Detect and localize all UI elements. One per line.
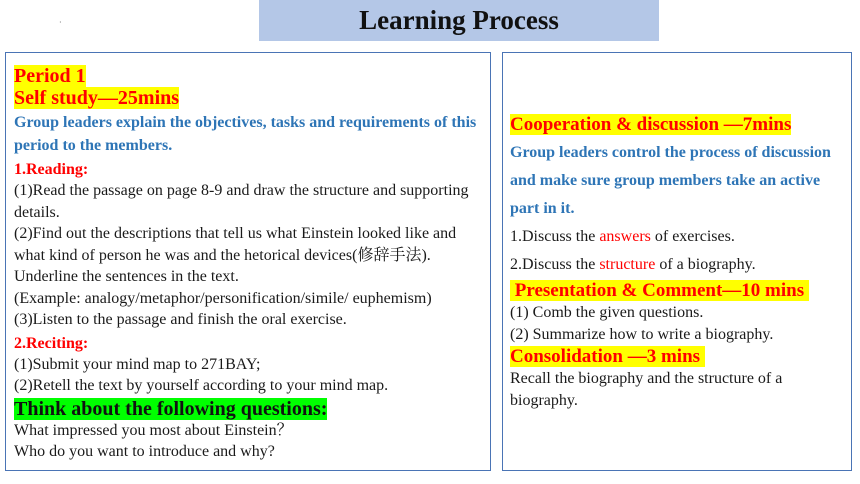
reciting-item: (1)Submit your mind map to 271BAY;	[14, 355, 261, 373]
presentation-heading: Presentation & Comment—10 mins	[510, 280, 809, 301]
discuss-answers: 1.Discuss the answers of exercises.	[510, 228, 735, 245]
self-study-heading: Self study—25mins	[14, 87, 180, 109]
decorative-dot: ·	[59, 18, 62, 27]
cooperation-heading: Cooperation & discussion —7mins	[510, 114, 792, 135]
cooperation-intro: Group leaders control the process of discussion and make sure group members take an active part in it.	[510, 144, 831, 217]
think-heading: Think about the following questions:	[14, 397, 328, 420]
cooperation-panel	[502, 52, 852, 471]
period-heading: Period 1	[14, 65, 86, 87]
consolidation-text: Recall the biography and the structure of a biography.	[510, 370, 783, 409]
reading-heading: 1.Reading:	[14, 161, 89, 178]
reading-item: (3)Listen to the passage and finish the oral exercise.	[14, 311, 347, 328]
question-item: Who do you want to introduce and why?	[14, 443, 275, 460]
page-title: Learning Process	[259, 0, 659, 41]
discuss-structure: 2.Discuss the structure of a biography.	[510, 256, 756, 273]
presentation-item: (2) Summarize how to write a biography.	[510, 325, 774, 343]
reciting-heading: 2.Reciting:	[14, 334, 89, 352]
group-leader-intro: Group leaders explain the objectives, tasks and requirements of this period to the members.	[14, 114, 477, 154]
reciting-item: (2)Retell the text by yourself according to your mind map.	[14, 377, 389, 394]
reading-item: (1)Read the passage on page 8-9 and draw the structure and supporting details.	[14, 182, 469, 221]
reading-item: (Example: analogy/metaphor/personification/simile/ euphemism)	[14, 289, 432, 307]
consolidation-heading: Consolidation —3 mins	[510, 346, 705, 367]
question-item: What impressed you most about Einstein？	[14, 421, 293, 439]
presentation-item: (1) Comb the given questions.	[510, 304, 704, 321]
reading-item: (2)Find out the descriptions that tell us what Einstein looked like and what kind of person he was and the hetorical devices(修辞手法). Underline the sentences in the text.	[14, 225, 457, 285]
self-study-panel	[5, 52, 491, 471]
